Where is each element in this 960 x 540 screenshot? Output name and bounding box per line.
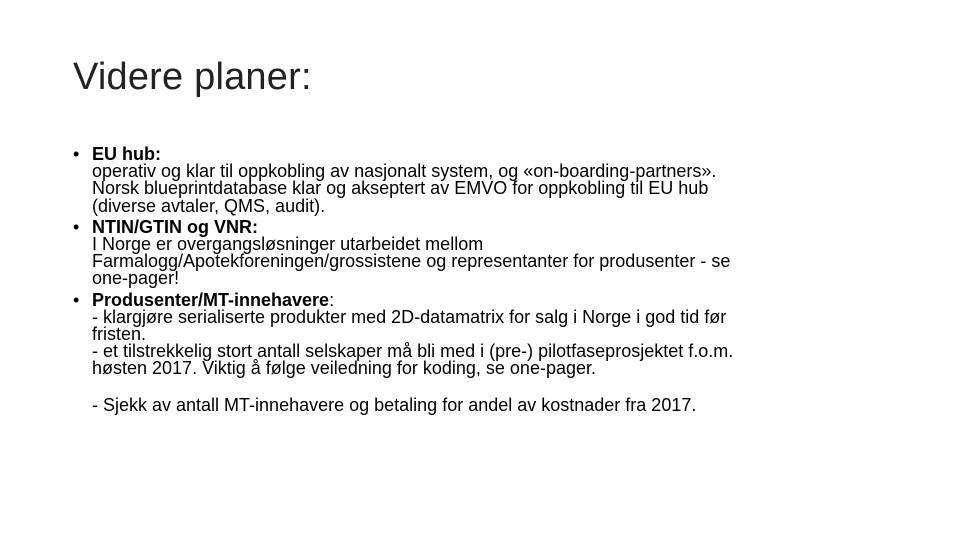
- bullet-heading: NTIN/GTIN og VNR:: [92, 216, 258, 237]
- bullet-heading: EU hub:: [92, 144, 161, 164]
- bullet-marker: •: [73, 289, 80, 310]
- bullet-text-line: (diverse avtaler, QMS, audit).: [92, 195, 326, 216]
- bullet-marker: •: [73, 144, 80, 164]
- bullet-text-line: one-pager!: [92, 268, 180, 289]
- bullet-text-line: - et tilstrekkelig stort antall selskaper må bli med i (pre-) pilotfaseprosjektet f.o.m.: [92, 341, 734, 362]
- slide-title: Videre planer:: [73, 56, 312, 98]
- bullet-extra-line: - Sjekk av antall MT-innehavere og betaling for andel av kostnader fra 2017.: [92, 394, 697, 415]
- bullet-produsenter: [73, 289, 913, 415]
- bullet-text-line: operativ og klar til oppkobling av nasjonalt system, og «on-boarding-partners».: [92, 161, 717, 182]
- bullet-text-line: høsten 2017. Viktig å følge veiledning for koding, se one-pager.: [92, 358, 596, 379]
- bullet-ntin-gtin: [73, 216, 913, 289]
- bullet-text-line: Farmalogg/Apotekforeningen/grossistene og representanter for produsenter - se: [92, 251, 731, 272]
- bullet-text-line: I Norge er overgangsløsninger utarbeidet mellom: [92, 234, 484, 255]
- bullet-text-line: fristen.: [92, 324, 147, 345]
- bullet-text-line: - klargjøre serialiserte produkter med 2D-datamatrix for salg i Norge i god tid før: [92, 306, 727, 327]
- spacer: [92, 378, 913, 397]
- bullet-list: [73, 146, 913, 418]
- bullet-marker: •: [73, 216, 80, 237]
- bullet-text-line: Norsk blueprintdatabase klar og akseptert av EMVO for oppkobling til EU hub: [92, 178, 709, 199]
- bullet-heading: Produsenter/MT-innehavere: [92, 289, 330, 310]
- bullet-eu-hub: [73, 146, 913, 215]
- bullet-heading-suffix: :: [329, 289, 335, 310]
